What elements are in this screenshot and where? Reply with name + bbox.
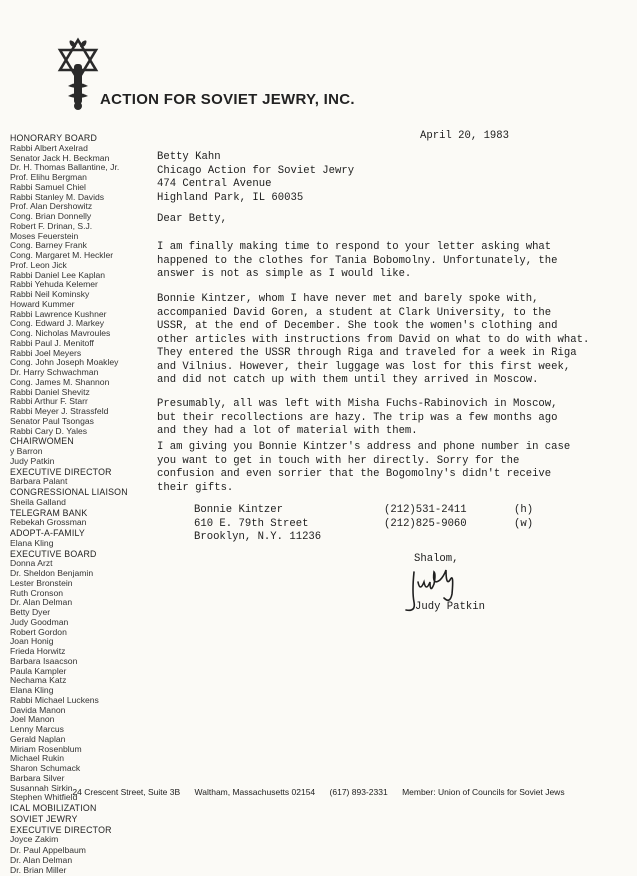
contact-block [194, 504, 534, 545]
board-group [10, 509, 150, 529]
paragraph-line: but their recollections are hazy. The trip was a few months ago [157, 411, 558, 424]
board-member: Senator Jack H. Beckman [10, 152, 110, 163]
board-group-heading: ICAL MOBILIZATION [10, 803, 97, 813]
board-group-heading: CONGRESSIONAL LIAISON [10, 487, 128, 497]
paragraph-3 [157, 398, 617, 439]
board-group [10, 846, 150, 875]
board-member: Cong. Edward J. Markey [10, 318, 105, 329]
contact-phone: (212)531-2411 [384, 504, 467, 516]
contact-line: Brooklyn, N.Y. 11236 [194, 531, 322, 543]
board-member: Dr. Harry Schwachman [10, 367, 99, 377]
paragraph-line: USSR, at the end of December. She took the women's clothing and [157, 320, 558, 332]
recipient-address [157, 151, 354, 205]
footer-phone: (617) 893-2331 [329, 787, 388, 797]
board-member: Rabbi Yehuda Kelemer [10, 279, 98, 290]
salutation: Dear Betty, [157, 213, 227, 225]
board-group-heading: EXECUTIVE BOARD [10, 548, 97, 559]
board-member: Miriam Rosenblum [10, 743, 82, 754]
board-member: Robert Gordon [10, 626, 67, 637]
board-member: Gerald Naplan [10, 733, 66, 744]
board-group [10, 468, 150, 488]
board-member: Rebekah Grossman [10, 517, 87, 528]
board-group-heading: ADOPT-A-FAMILY [10, 528, 85, 538]
paragraph-2 [157, 293, 617, 388]
board-member: Rabbi Stanley M. Davids [10, 191, 105, 202]
board-group [10, 134, 150, 436]
board-member: Rabbi Daniel Lee Kaplan [10, 269, 106, 280]
paragraph-line: and Vilnius. However, their luggage was lost for this first week, [157, 360, 571, 373]
board-member: Prof. Elihu Bergman [10, 172, 87, 182]
recipient-line: 474 Central Avenue [157, 178, 272, 190]
board-member: Davida Manon [10, 704, 66, 715]
organization-logo [54, 36, 102, 112]
board-member: Cong. Nicholas Mavroules [10, 328, 111, 338]
board-member: Dr. Paul Appelbaum [10, 845, 86, 855]
paragraph-1 [157, 241, 617, 282]
paragraph-line: other articles with instructions from David on what to do with what. [157, 333, 590, 346]
board-member: Prof. Alan Dershowitz [10, 201, 93, 212]
board-member: Rabbi Paul J. Menitoff [10, 337, 94, 348]
board-member: Cong. James M. Shannon [10, 376, 110, 387]
board-member: Rabbi Lawrence Kushner [10, 308, 107, 319]
board-group [10, 488, 150, 508]
board-member: Ruth Cronson [10, 587, 64, 598]
board-member: Rabbi Michael Luckens [10, 694, 99, 705]
letterhead-footer [0, 787, 637, 797]
board-member: Dr. Sheldon Benjamin [10, 568, 94, 578]
board-member: Barbara Silver [10, 772, 65, 783]
board-group-heading: EXECUTIVE DIRECTOR [10, 824, 112, 835]
paragraph-line: accompanied David Goren, a student at Clark University, to the [157, 306, 552, 319]
board-listing [10, 134, 150, 876]
board-member: Joan Honig [10, 636, 54, 647]
closing: Shalom, [414, 553, 459, 565]
board-group [10, 804, 150, 814]
board-member: Cong. Margaret M. Heckler [10, 250, 114, 260]
board-member: Moses Feuerstein [10, 230, 79, 241]
paragraph-line: I am giving you Bonnie Kintzer's address and phone number in case [157, 441, 571, 453]
board-member: Betty Dyer [10, 607, 51, 617]
board-group-heading: HONORARY BOARD [10, 133, 98, 143]
signer-name: Judy Patkin [415, 601, 485, 613]
board-member: Joel Manon [10, 714, 55, 725]
board-group [10, 550, 150, 804]
board-member: Rabbi Samuel Chiel [10, 181, 86, 192]
board-group [10, 437, 150, 466]
board-member: Frieda Horwitz [10, 646, 66, 656]
board-member: Sharon Schumack [10, 763, 81, 773]
board-member: Barbara Isaacson [10, 655, 78, 666]
board-member: Senator Paul Tsongas [10, 415, 94, 426]
contact-phone-type: (w) [514, 517, 534, 530]
paragraph-line: and they had a lot of material with them. [157, 425, 418, 437]
board-member: Barbara Palant [10, 476, 68, 487]
recipient-line: Betty Kahn [157, 151, 221, 163]
board-member: Elana Kling [10, 685, 54, 695]
board-member: Robert F. Drinan, S.J. [10, 220, 93, 231]
board-member: Howard Kummer [10, 298, 75, 309]
contact-row [194, 504, 534, 518]
board-member: Rabbi Arthur F. Starr [10, 396, 88, 407]
contact-line: Bonnie Kintzer [194, 504, 284, 516]
board-member: Rabbi Meyer J. Strassfeld [10, 406, 109, 416]
board-group [10, 529, 150, 549]
board-member: Dr. Alan Delman [10, 597, 73, 608]
board-member: Joyce Zakim [10, 834, 59, 845]
board-member: Rabbi Cary D. Yales [10, 425, 88, 436]
board-member: y Barron [10, 446, 43, 456]
paragraph-line: you want to get in touch with her directly. Sorry for the [157, 454, 520, 467]
paragraph-line: and did not catch up with them until they arrived in Moscow. [157, 374, 539, 386]
footer-city: Waltham, Massachusetts 02154 [194, 787, 316, 797]
board-member: Lester Bronstein [10, 577, 73, 588]
board-member: Cong. John Joseph Moakley [10, 357, 119, 368]
contact-phone: (212)825-9060 [384, 517, 467, 530]
board-group [10, 826, 150, 846]
board-member: Dr. Alan Delman [10, 854, 73, 865]
board-member: Donna Arzt [10, 558, 53, 569]
board-member: Dr. Brian Miller [10, 864, 67, 875]
board-member: Elana Kling [10, 537, 54, 548]
board-member: Sheila Galland [10, 496, 66, 507]
board-group-heading: EXECUTIVE DIRECTOR [10, 466, 112, 477]
board-group-heading: SOVIET JEWRY [10, 813, 78, 824]
footer-member: Member: Union of Councils for Soviet Jews [402, 787, 565, 797]
board-member: Judy Goodman [10, 616, 69, 627]
board-member: Rabbi Joel Meyers [10, 347, 82, 358]
recipient-line: Chicago Action for Soviet Jewry [157, 164, 355, 177]
contact-line: 610 E. 79th Street [194, 517, 309, 530]
contact-row [194, 531, 321, 545]
paragraph-line: their gifts. [157, 481, 234, 494]
board-group-heading: TELEGRAM BANK [10, 507, 88, 518]
contact-phone-type: (h) [514, 504, 534, 516]
paragraph-line: I am finally making time to respond to your letter asking what [157, 241, 552, 253]
board-member: Rabbi Albert Axelrad [10, 142, 88, 153]
paragraph-line: Presumably, all was left with Misha Fuchs-Rabinovich in Moscow, [157, 398, 558, 410]
board-member: Rabbi Daniel Shevitz [10, 386, 90, 397]
footer-address: 24 Crescent Street, Suite 3B [72, 787, 181, 797]
organization-title: ACTION FOR SOVIET JEWRY, INC. [100, 91, 355, 108]
paragraph-line: They entered the USSR through Riga and traveled for a week in Riga [157, 347, 577, 359]
board-member: Stephen Whitfield [10, 792, 78, 803]
board-member: Dr. H. Thomas Ballantine, Jr. [10, 162, 120, 173]
recipient-line: Highland Park, IL 60035 [157, 191, 304, 204]
board-member: Cong. Barney Frank [10, 240, 87, 251]
board-member: Prof. Leon Jick [10, 259, 67, 270]
paragraph-line: happened to the clothes for Tania Bobomolny. Unfortunately, the [157, 254, 558, 267]
board-member: Susannah Sirkin [10, 782, 73, 793]
board-group [10, 815, 150, 825]
board-member: Lenny Marcus [10, 724, 64, 734]
board-member: Rabbi Neil Kominsky [10, 289, 90, 299]
board-member: Judy Patkin [10, 455, 55, 466]
board-member: Cong. Brian Donnelly [10, 211, 92, 221]
board-member: Paula Kampler [10, 665, 67, 676]
paragraph-line: answer is not as simple as I would like. [157, 268, 412, 280]
paragraph-line: confusion and even sorrier that the Bogomolny's didn't receive [157, 468, 552, 480]
board-group-heading: CHAIRWOMEN [10, 436, 74, 447]
board-member: Michael Rukin [10, 753, 64, 764]
contact-row [194, 517, 534, 532]
letter-date: April 20, 1983 [420, 130, 510, 142]
board-member: Nechama Katz [10, 675, 67, 686]
paragraph-line: Bonnie Kintzer, whom I have never met and barely spoke with, [157, 293, 539, 305]
paragraph-4 [157, 441, 617, 495]
